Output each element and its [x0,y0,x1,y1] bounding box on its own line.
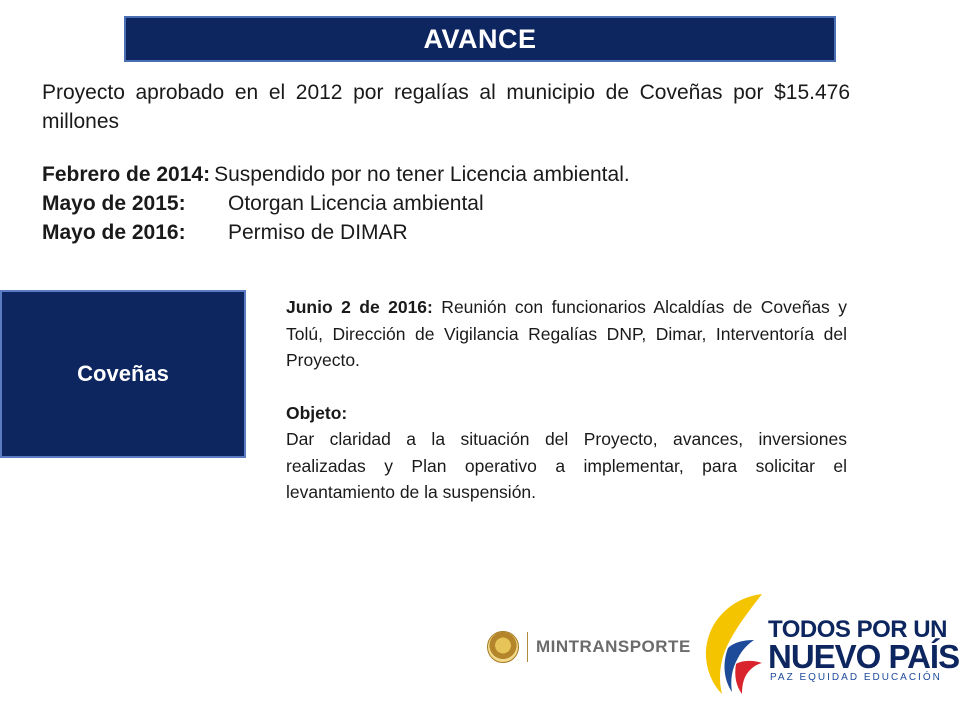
meeting-paragraph [286,294,847,374]
slogan-line-2: NUEVO PAÍS [768,638,960,675]
slogan-line-3: PAZ EQUIDAD EDUCACIÓN [770,672,942,683]
timeline-row [42,218,850,247]
mintransporte-logo [487,622,691,672]
mintransporte-text: MINTRANSPORTE [527,632,691,662]
todos-por-un-nuevo-pais-logo [700,588,960,698]
slogan-line-1: TODOS POR UN [768,616,947,643]
timeline-date: Febrero de 2014: [42,163,211,186]
intro-paragraph: Proyecto aprobado en el 2012 por regalías al municipio de Coveñas por $15.476 millones [42,81,850,133]
flag-swoosh-icon [700,588,770,698]
meeting-notes [286,294,847,506]
coat-of-arms-icon [487,631,519,663]
timeline-text: Otorgan Licencia ambiental [228,192,484,215]
title-banner [124,16,836,62]
town-label: Coveñas [77,361,169,386]
timeline-text: Suspendido por no tener Licencia ambiental. [214,163,630,186]
timeline-text: Permiso de DIMAR [228,221,408,244]
timeline-row [42,189,850,218]
town-box [0,290,246,458]
timeline-date: Mayo de 2016: [42,221,186,244]
page-title: AVANCE [423,23,537,54]
meeting-date: Junio 2 de 2016: [286,297,433,317]
object-text: Dar claridad a la situación del Proyecto, avances, inversiones realizadas y Plan operativo a implementar, para solicitar el levantamiento de la suspensión. [286,429,847,502]
timeline-date: Mayo de 2015: [42,192,186,215]
timeline [42,160,850,247]
meeting-text: Reunión con funcionarios Alcaldías de Coveñas y Tolú, Dirección de Vigilancia Regalías DNP, Dimar, Interventoría del Proyecto. [286,297,847,370]
object-label: Objeto: [286,402,348,423]
timeline-row [42,160,850,189]
